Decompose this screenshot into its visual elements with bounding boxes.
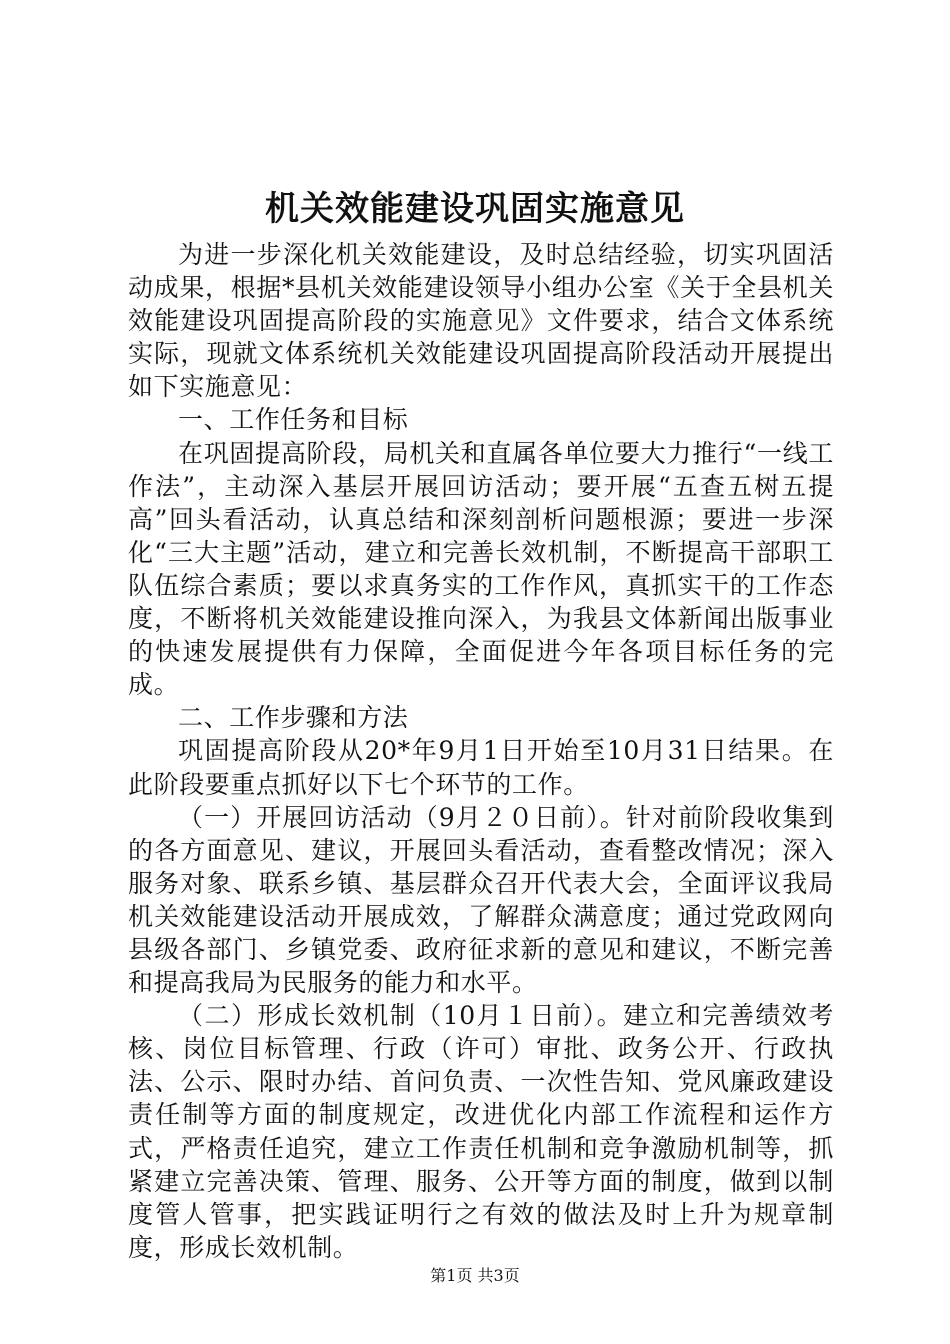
step-one-paragraph: （一）开展回访活动（9月２０日前）。针对前阶段收集到的各方面意见、建议，开展回头看活动，查看整改情况；深入服务对象、联系乡镇、基层群众召开代表大会，全面评议我局机关效能建设活动开展成效，了解群众满意度；通过党政网向县级各部门、乡镇党委、政府征求新的意见和建议，不断完善和提高我局为民服务的能力和水平。 bbox=[128, 802, 834, 998]
intro-paragraph: 为进一步深化机关效能建设，及时总结经验，切实巩固活动成果，根据*县机关效能建设领导小组办公室《关于全县机关效能建设巩固提高阶段的实施意见》文件要求，结合文体系统实际，现就文体系统机关效能建设巩固提高阶段活动开展提出如下实施意见： bbox=[128, 240, 834, 402]
steps-paragraph: 巩固提高阶段从20*年9月1日开始至10月31日结果。在此阶段要重点抓好以下七个环节的工作。 bbox=[128, 736, 834, 799]
document-title: 机关效能建设巩固实施意见 bbox=[265, 189, 685, 229]
section-heading-tasks: 一、工作任务和目标 bbox=[178, 405, 409, 435]
page-footer: 第1页 共3页 bbox=[430, 1266, 520, 1285]
step-two-paragraph: （二）形成长效机制（10月１日前）。建立和完善绩效考核、岗位目标管理、行政（许可）审批、政务公开、行政执法、公示、限时办结、首问负责、一次性告知、党风廉政建设责任制等方面的制度规定，改进优化内部工作流程和运作方式，严格责任追究，建立工作责任机制和竞争激励机制等，抓紧建立完善决策、管理、服务、公开等方面的制度，做到以制度管人管事，把实践证明行之有效的做法及时上升为规章制度，形成长效机制。 bbox=[128, 1001, 834, 1262]
tasks-paragraph: 在巩固提高阶段，局机关和直属各单位要大力推行“一线工作法”，主动深入基层开展回访活动；要开展“五查五树五提高”回头看活动，认真总结和深刻剖析问题根源；要进一步深化“三大主题”活动，建立和完善长效机制，不断提高干部职工队伍综合素质；要以求真务实的工作作风，真抓实干的工作态度，不断将机关效能建设推向深入，为我县文体新闻出版事业的快速发展提供有力保障，全面促进今年各项目标任务的完成。 bbox=[128, 438, 834, 700]
section-heading-steps: 二、工作步骤和方法 bbox=[178, 703, 409, 733]
document-body bbox=[128, 238, 834, 1264]
